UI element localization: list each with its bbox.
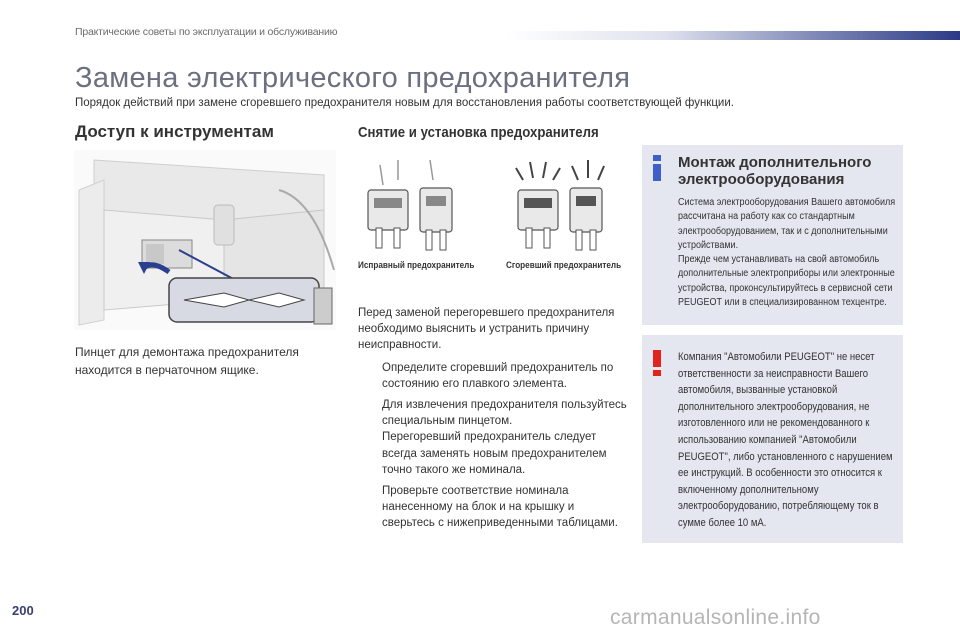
list-item: Перегоревший предохранитель следует всегда заменять новым предохранителем точно такого же номинала. — [382, 431, 607, 476]
instructions-list — [358, 360, 628, 532]
section-heading-removal: Снятие и установка предохранителя — [358, 124, 599, 141]
warning-box-text: Компания "Автомобили PEUGEOT" не несет ответственности за неисправности Вашего автомобиля, вызванные установкой дополнительного электрооборудования, не изготовленного или не рекомендованного к использованию компанией "Автомобили PEUGEOT", либо установленного с нарушением ее инструкций. В особенности это относится к включенному дополнительному электрооборудованию, потребляющему ток в сумме более 10 мА. — [678, 351, 893, 529]
list-item: Для извлечения предохранителя пользуйтесь специальным пинцетом. — [382, 399, 627, 428]
list-item: Определите сгоревший предохранитель по состоянию его плавкого элемента. — [382, 361, 614, 390]
info-paragraph: Система электрооборудования Вашего автомобиля рассчитана на работу как со стандартным электрооборудованием, так и с дополнительными устройствами. — [678, 197, 896, 251]
tweezers-caption: Пинцет для демонтажа предохранителя находится в перчаточном ящике. — [75, 345, 299, 377]
section-heading-access: Доступ к инструментам — [75, 122, 274, 141]
good-fuse-label: Исправный предохранитель — [358, 260, 475, 271]
header-gradient-bar — [505, 31, 960, 40]
blown-fuse-label: Сгоревший предохранитель — [506, 260, 622, 271]
watermark: carmanualsonline.info — [610, 606, 821, 629]
fuse-comparison-illustration — [358, 150, 628, 260]
page-number: 200 — [12, 603, 34, 618]
running-header: Практические советы по эксплуатации и обслуживанию — [75, 26, 338, 38]
info-paragraph: Прежде чем устанавливать на свой автомобиль дополнительные электроприборы или электронные устройства, проконсультируйтесь в сервисной сети PEUGEOT или в специализированном техцентре. — [678, 254, 895, 309]
info-box-body — [678, 196, 899, 310]
info-icon — [650, 155, 664, 181]
glovebox-tweezers-illustration — [74, 150, 336, 330]
page-subtitle: Порядок действий при замене сгоревшего предохранителя новым для восстановления работы соответствующей функции. — [75, 97, 734, 109]
fuse-instructions — [358, 305, 628, 537]
exclamation-icon — [650, 350, 664, 376]
list-item: Проверьте соответствие номинала нанесенному на блок и на крышку и сверьтесь с нижеприведенными таблицами. — [382, 485, 618, 530]
page-title: Замена электрического предохранителя — [75, 62, 631, 94]
info-box-title: Монтаж дополнительного электрооборудования — [678, 154, 872, 188]
instructions-intro: Перед заменой перегоревшего предохранителя необходимо выяснить и устранить причину неисправности. — [358, 307, 615, 352]
